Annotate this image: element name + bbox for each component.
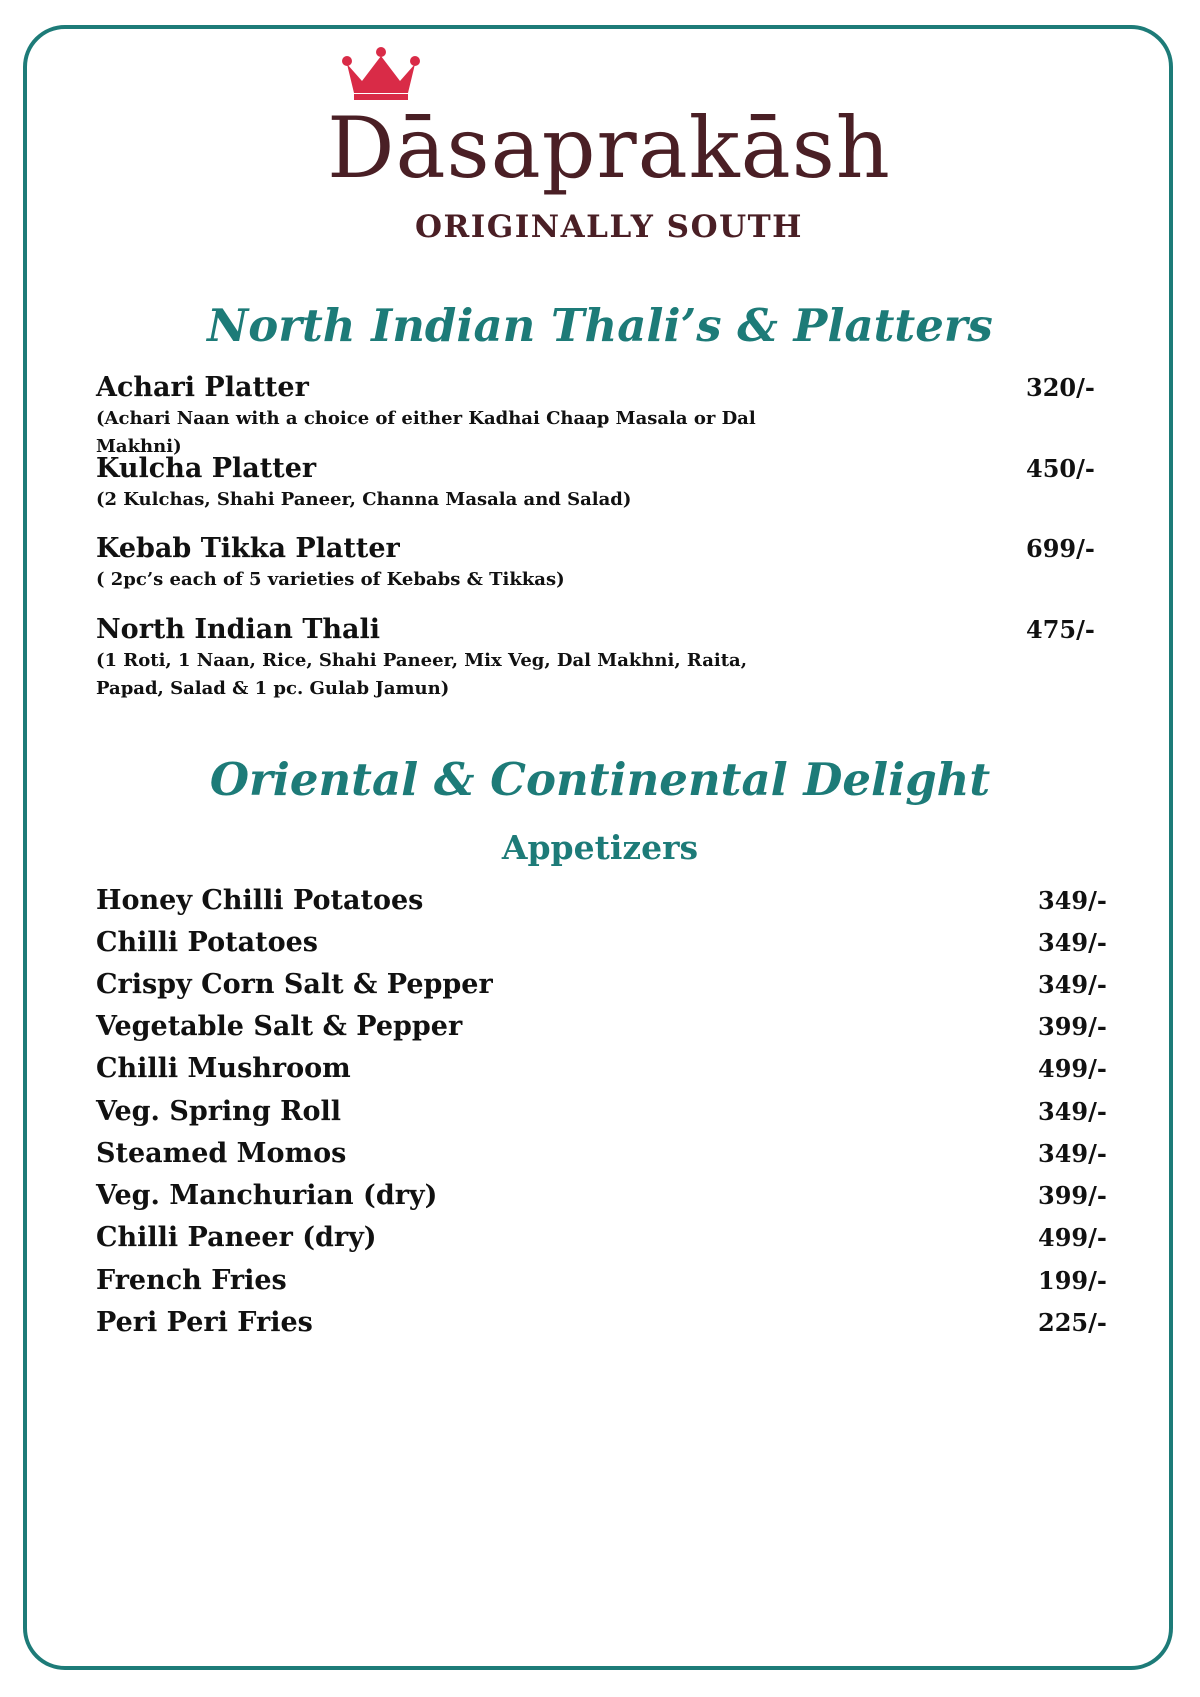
item-name: Crispy Corn Salt & Pepper [96, 969, 493, 1000]
item-name: Kebab Tikka Platter [96, 533, 400, 564]
subsection-title-appetizers: Appetizers [501, 828, 699, 867]
item-price: 499/- [1038, 1223, 1107, 1252]
menu-item [96, 532, 1096, 594]
item-description: ( 2pc’s each of 5 varieties of Kebabs & Tikkas) [96, 569, 565, 590]
item-name: Honey Chilli Potatoes [96, 885, 424, 916]
item-price: 349/- [1038, 886, 1107, 915]
menu-item [96, 1261, 1110, 1301]
item-name: Peri Peri Fries [96, 1307, 313, 1338]
crown-icon [342, 47, 420, 101]
item-price: 225/- [1038, 1308, 1107, 1337]
brand-tagline: ORIGINALLY SOUTH [415, 209, 803, 245]
item-price: 320/- [1026, 373, 1095, 402]
item-name: Achari Platter [96, 372, 309, 403]
item-price: 199/- [1038, 1266, 1107, 1295]
section-title-oriental: Oriental & Continental Delight [209, 753, 991, 806]
item-price: 349/- [1038, 1139, 1107, 1168]
item-price: 349/- [1038, 928, 1107, 957]
item-name: Veg. Manchurian (dry) [96, 1180, 438, 1211]
menu-item [96, 1007, 1110, 1047]
menu-item [96, 965, 1110, 1005]
item-price: 399/- [1038, 1181, 1107, 1210]
item-description: (2 Kulchas, Shahi Paneer, Channa Masala and Salad) [96, 489, 632, 510]
item-description: (Achari Naan with a choice of either Kadhai Chaap Masala or Dal Makhni) [96, 408, 756, 457]
item-name: French Fries [96, 1265, 287, 1296]
item-price: 699/- [1026, 534, 1095, 563]
menu-item [96, 371, 1096, 461]
item-price: 349/- [1038, 970, 1107, 999]
menu-item [96, 881, 1110, 921]
menu-item [96, 1176, 1110, 1216]
item-price: 475/- [1026, 615, 1095, 644]
brand-name: Dāsaprakāsh [327, 99, 891, 197]
item-name: Chilli Paneer (dry) [96, 1222, 377, 1253]
menu-item [96, 923, 1110, 963]
item-name: Vegetable Salt & Pepper [96, 1011, 463, 1042]
menu-item [96, 1303, 1110, 1343]
item-name: Kulcha Platter [96, 453, 317, 484]
item-price: 349/- [1038, 1097, 1107, 1126]
menu-item [96, 1218, 1110, 1258]
item-price: 499/- [1038, 1054, 1107, 1083]
item-price: 450/- [1026, 454, 1095, 483]
item-name: North Indian Thali [96, 614, 381, 645]
menu-item [96, 1092, 1110, 1132]
item-price: 399/- [1038, 1012, 1107, 1041]
item-name: Veg. Spring Roll [96, 1096, 342, 1127]
item-name: Chilli Potatoes [96, 927, 318, 958]
menu-item [96, 1049, 1110, 1089]
menu-item [96, 452, 1096, 514]
item-name: Chilli Mushroom [96, 1053, 351, 1084]
item-description: (1 Roti, 1 Naan, Rice, Shahi Paneer, Mix Veg, Dal Makhni, Raita, Papad, Salad & 1 pc. Gulab Jamun) [96, 650, 747, 699]
section-title-thali: North Indian Thali’s & Platters [207, 299, 993, 352]
item-name: Steamed Momos [96, 1138, 347, 1169]
menu-item [96, 1134, 1110, 1174]
menu-item [96, 613, 1096, 703]
